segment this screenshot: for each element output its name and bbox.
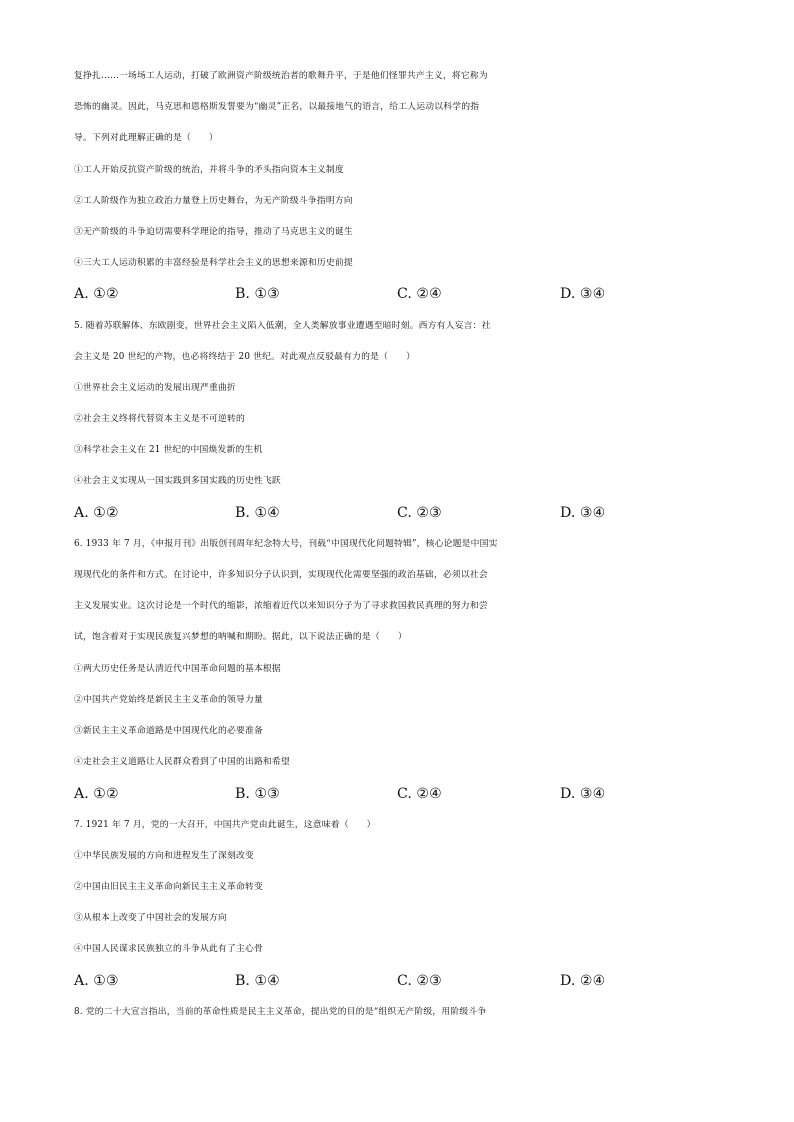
q5-item-4: ④社会主义实现从一国实践到多国实践的历史性飞跃 <box>74 476 281 486</box>
q7-item-3: ③从根本上改变了中国社会的发展方向 <box>74 913 227 923</box>
q4-item-4: ④三大工人运动积累的丰富经验是科学社会主义的思想来源和历史前提 <box>74 258 353 268</box>
q6-stem-line-4: 试，饱含着对于实现民族复兴梦想的呐喊和期盼。据此，以下说法正确的是（ ） <box>74 632 407 642</box>
q4-item-2: ②工人阶级作为独立政治力量登上历史舞台，为无产阶级斗争指明方向 <box>74 196 353 206</box>
q6-option-d: D. ③④ <box>560 786 606 802</box>
q6-item-2: ②中国共产党始终是新民主主义革命的领导力量 <box>74 695 263 705</box>
q5-option-a: A. ①② <box>74 505 119 521</box>
q6-option-a: A. ①② <box>74 786 119 802</box>
q4-options <box>74 284 724 304</box>
q5-item-2: ②社会主义终将代替资本主义是不可逆转的 <box>74 414 245 424</box>
q7-option-c: C. ②③ <box>397 973 442 989</box>
q4-item-3: ③无产阶级的斗争迫切需要科学理论的指导，推动了马克思主义的诞生 <box>74 227 353 237</box>
q4-item-1: ①工人开始反抗资产阶级的统治，并将斗争的矛头指向资本主义制度 <box>74 165 344 175</box>
q7-option-d: D. ②④ <box>560 973 606 989</box>
q5-options <box>74 503 724 523</box>
q6-stem-line-2: 现现代化的条件和方式。在讨论中，许多知识分子认识到，实现现代化需要坚强的政治基础，必须以社会 <box>74 570 488 580</box>
q6-stem-line-3: 主义发展实业。这次讨论是一个时代的缩影，浓缩着近代以来知识分子为了寻求救国救民真理的努力和尝 <box>74 601 488 611</box>
q4-option-b: B. ①③ <box>235 286 280 302</box>
q4-stem-line-2: 恐怖的幽灵。因此，马克思和恩格斯发誓要为“幽灵”正名，以最接地气的语言，给工人运动以科学的指 <box>74 102 480 112</box>
q7-item-2: ②中国由旧民主主义革命向新民主主义革命转变 <box>74 882 263 892</box>
q7-options <box>74 971 724 991</box>
q8-stem-line-1: 8. 党的二十大宣言指出，当前的革命性质是民主主义革命，提出党的目的是“组织无产阶级，用阶级斗争 <box>74 1007 487 1017</box>
q5-stem-line-2: 会主义是 20 世纪的产物，也必将终结于 20 世纪。对此观点反驳最有力的是（ ） <box>74 352 416 362</box>
q4-option-d: D. ③④ <box>560 286 606 302</box>
q4-stem-line-3: 导。下列对此理解正确的是（ ） <box>74 133 218 143</box>
q6-option-c: C. ②④ <box>397 786 442 802</box>
q7-item-1: ①中华民族发展的方向和进程发生了深刻改变 <box>74 851 254 861</box>
q6-stem-line-1: 6. 1933 年 7 月，《申报月刊》出版创刊周年纪念特大号，刊载“中国现代化问题特辑”，核心论题是中国实 <box>74 539 498 549</box>
q4-option-c: C. ②④ <box>397 286 442 302</box>
q6-option-b: B. ①③ <box>235 786 280 802</box>
q7-option-a: A. ①③ <box>74 973 119 989</box>
q7-stem-line-1: 7. 1921 年 7 月，党的一大召开，中国共产党由此诞生，这意味着（ ） <box>74 820 376 830</box>
q6-item-3: ③新民主主义革命道路是中国现代化的必要准备 <box>74 726 263 736</box>
q5-item-1: ①世界社会主义运动的发展出现严重曲折 <box>74 383 236 393</box>
q6-options <box>74 784 724 804</box>
q6-item-4: ④走社会主义道路让人民群众看到了中国的出路和希望 <box>74 757 290 767</box>
q7-item-4: ④中国人民谋求民族独立的斗争从此有了主心骨 <box>74 944 263 954</box>
q5-option-d: D. ③④ <box>560 505 606 521</box>
q4-option-a: A. ①② <box>74 286 119 302</box>
q5-option-c: C. ②③ <box>397 505 442 521</box>
q5-option-b: B. ①④ <box>235 505 280 521</box>
q5-stem-line-1: 5. 随着苏联解体、东欧剧变，世界社会主义陷入低潮，全人类解放事业遭遇至暗时刻。西方有人妄言：社 <box>74 321 491 331</box>
q6-item-1: ①两大历史任务是认清近代中国革命问题的基本根据 <box>74 664 281 674</box>
q7-option-b: B. ①④ <box>235 973 280 989</box>
q5-item-3: ③科学社会主义在 21 世纪的中国焕发新的生机 <box>74 445 263 455</box>
q4-stem-line-1: 复挣扎……一场场工人运动，打破了欧洲资产阶级统治者的歌舞升平，于是他们怪罪共产主义，将它称为 <box>74 71 488 81</box>
